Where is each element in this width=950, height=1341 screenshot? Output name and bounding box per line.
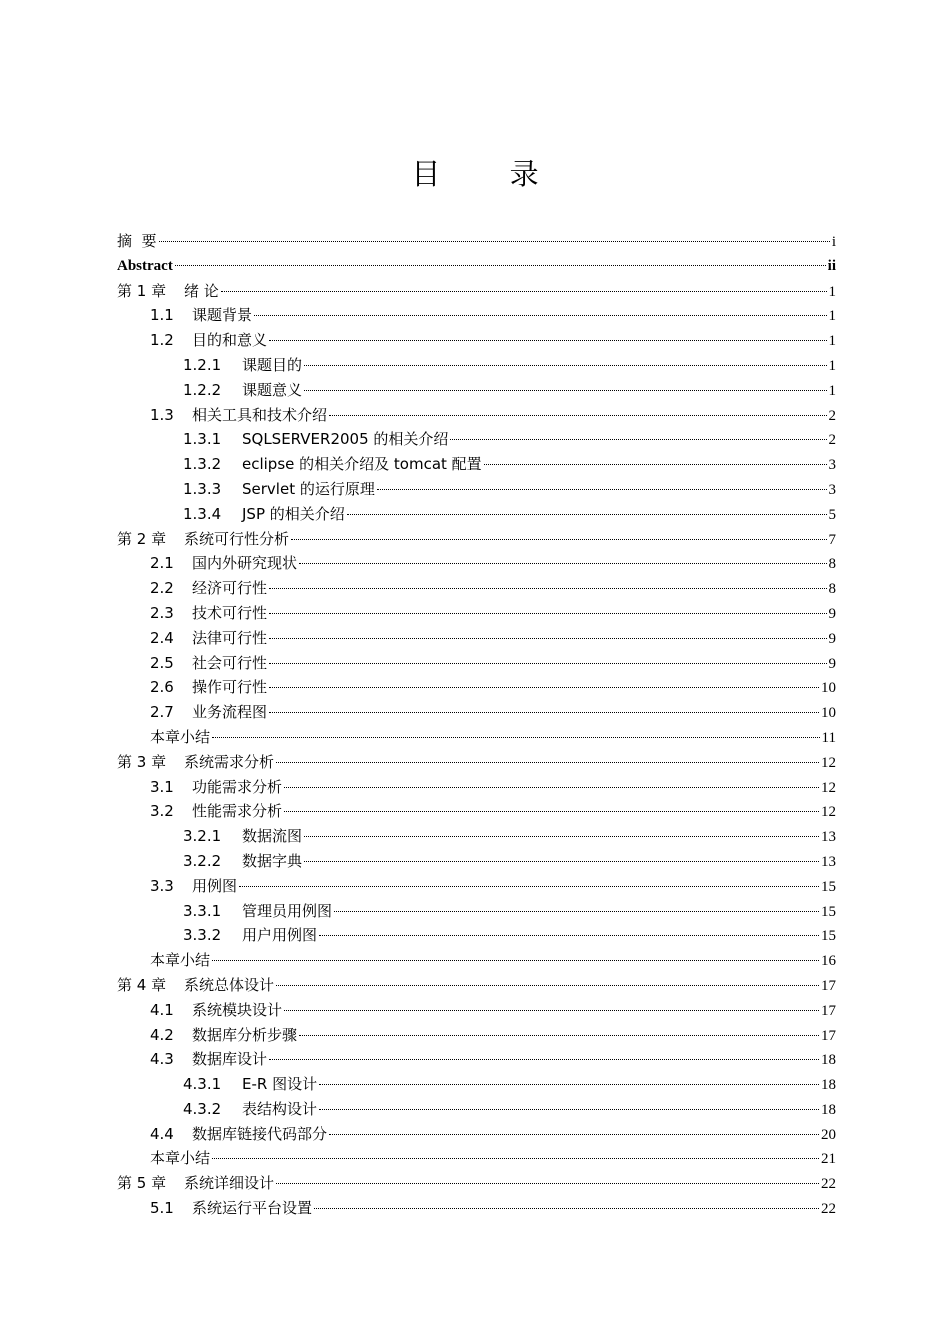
toc-entry[interactable] [117, 502, 836, 527]
toc-entry-number: Abstract [117, 257, 173, 274]
toc-entry-title: E-R 图设计 [242, 1075, 318, 1094]
toc-page-number: i [831, 234, 836, 250]
toc-entry[interactable] [117, 1146, 836, 1171]
toc-page-number: 17 [821, 1027, 836, 1044]
toc-entry-title: 技术可行性 [192, 603, 268, 622]
toc-dot-leader [276, 985, 819, 986]
toc-dot-leader [269, 663, 826, 664]
toc-entry-title: 表结构设计 [242, 1099, 318, 1118]
toc-entry-number: 2.1 [150, 554, 174, 573]
toc-page-number: 11 [821, 729, 836, 746]
toc-entry-number: 摘 要 [117, 232, 157, 250]
toc-entry[interactable] [117, 353, 836, 378]
toc-entry[interactable] [117, 799, 836, 824]
toc-dot-leader [319, 1084, 819, 1085]
toc-page-number: 9 [828, 630, 836, 647]
toc-entry-number: 本章小结 [150, 951, 211, 970]
toc-dot-leader [377, 489, 827, 490]
toc-entry-number: 2.2 [150, 579, 174, 598]
toc-list [117, 229, 836, 1221]
toc-entry[interactable] [117, 378, 836, 403]
toc-dot-leader [304, 365, 826, 366]
toc-page-number: 3 [828, 481, 836, 498]
toc-entry[interactable] [117, 1196, 836, 1221]
toc-entry-number: 1.3.3 [183, 479, 222, 498]
toc-entry[interactable] [117, 254, 836, 279]
toc-entry[interactable] [117, 849, 836, 874]
toc-entry[interactable] [117, 527, 836, 552]
toc-entry-title: 课题意义 [242, 380, 303, 399]
toc-page-number: 18 [821, 1077, 836, 1094]
toc-entry[interactable] [117, 229, 836, 254]
toc-entry-number: 2.3 [150, 603, 174, 622]
toc-entry[interactable] [117, 1047, 836, 1072]
toc-dot-leader [221, 291, 827, 292]
toc-page-number: 12 [821, 754, 836, 771]
toc-dot-leader [212, 960, 819, 961]
toc-entry-number: 1.3.2 [183, 455, 222, 474]
toc-entry-title: 系统需求分析 [184, 752, 275, 771]
toc-entry-number: 3.2 [150, 802, 174, 821]
toc-entry[interactable] [117, 824, 836, 849]
toc-entry-title: 相关工具和技术介绍 [192, 405, 328, 424]
toc-page-number: 12 [821, 804, 836, 821]
toc-entry[interactable] [117, 303, 836, 328]
toc-entry-number: 3.2.2 [183, 851, 222, 870]
toc-entry-number: 4.1 [150, 1000, 174, 1019]
toc-dot-leader [269, 687, 819, 688]
toc-page-number: 16 [821, 953, 836, 970]
toc-entry[interactable] [117, 874, 836, 899]
toc-dot-leader [329, 1134, 819, 1135]
toc-entry-title: 系统详细设计 [184, 1174, 275, 1193]
toc-dot-leader [269, 638, 826, 639]
toc-entry-number: 3.1 [150, 777, 174, 796]
toc-entry[interactable] [117, 279, 836, 304]
toc-dot-leader [304, 861, 819, 862]
toc-entry-number: 1.1 [150, 306, 174, 325]
toc-entry-number: 3.2.1 [183, 827, 222, 846]
toc-page-number: 10 [821, 705, 836, 722]
toc-entry[interactable] [117, 328, 836, 353]
toc-page-number: 2 [828, 432, 836, 449]
toc-entry-number: 5.1 [150, 1199, 174, 1218]
toc-entry-title: eclipse 的相关介绍及 tomcat 配置 [242, 455, 482, 474]
toc-entry-number: 4.3.1 [183, 1075, 222, 1094]
toc-entry-number: 1.3.4 [183, 504, 222, 523]
toc-page-number: 15 [821, 878, 836, 895]
toc-entry[interactable] [117, 452, 836, 477]
toc-page-number: 1 [828, 308, 836, 325]
toc-dot-leader [269, 588, 826, 589]
toc-entry-title: Servlet 的运行原理 [242, 479, 375, 498]
toc-entry[interactable] [117, 1023, 836, 1048]
toc-dot-leader [284, 787, 819, 788]
toc-dot-leader [212, 1158, 819, 1159]
toc-dot-leader [334, 911, 819, 912]
toc-entry-title: 课题背景 [192, 306, 253, 325]
toc-entry[interactable] [117, 998, 836, 1023]
toc-page-number: 21 [821, 1151, 836, 1168]
toc-entry-title: 系统模块设计 [192, 1000, 283, 1019]
toc-entry-title: 法律可行性 [192, 628, 268, 647]
toc-entry-number: 第 5 章 [117, 1174, 167, 1193]
toc-entry[interactable] [117, 1097, 836, 1122]
toc-page-number: 10 [821, 680, 836, 697]
toc-entry[interactable] [117, 601, 836, 626]
toc-dot-leader [304, 390, 826, 391]
toc-dot-leader [276, 762, 819, 763]
toc-page-number: 1 [828, 357, 836, 374]
toc-entry-number: 第 2 章 [117, 529, 167, 548]
toc-page-number: 3 [828, 457, 836, 474]
toc-dot-leader [347, 514, 827, 515]
toc-dot-leader [299, 1035, 819, 1036]
toc-entry-title: 绪 论 [184, 281, 219, 300]
toc-entry-number: 1.3.1 [183, 430, 222, 449]
toc-entry[interactable] [117, 626, 836, 651]
toc-entry-number: 2.7 [150, 703, 174, 722]
toc-page-number: 18 [821, 1052, 836, 1069]
toc-dot-leader [212, 737, 820, 738]
toc-page-number: 2 [828, 407, 836, 424]
toc-entry-number: 4.4 [150, 1124, 174, 1143]
toc-entry-number: 2.6 [150, 678, 174, 697]
toc-entry-title: 用户用例图 [242, 926, 318, 945]
toc-dot-leader [269, 712, 819, 713]
toc-entry-number: 3.3 [150, 876, 174, 895]
toc-entry[interactable] [117, 700, 836, 725]
toc-dot-leader [254, 315, 826, 316]
toc-page-number: 20 [821, 1126, 836, 1143]
toc-page-number: 8 [828, 581, 836, 598]
toc-entry[interactable] [117, 651, 836, 676]
toc-entry-number: 本章小结 [150, 727, 211, 746]
toc-dot-leader [239, 886, 819, 887]
toc-dot-leader [284, 811, 819, 812]
toc-title: 目 录 [411, 157, 569, 191]
toc-entry-title: 用例图 [192, 876, 238, 895]
toc-entry[interactable] [117, 899, 836, 924]
toc-page-number: 7 [828, 531, 836, 548]
toc-entry-title: 管理员用例图 [242, 901, 333, 920]
toc-entry-number: 第 3 章 [117, 752, 167, 771]
toc-entry-number: 本章小结 [150, 1149, 211, 1168]
toc-entry-number: 1.2.1 [183, 355, 222, 374]
toc-page-number: 9 [828, 605, 836, 622]
toc-page-number: 17 [821, 1002, 836, 1019]
toc-entry-number: 4.3.2 [183, 1099, 222, 1118]
toc-entry-title: 系统运行平台设置 [192, 1199, 313, 1218]
toc-entry[interactable] [117, 551, 836, 576]
toc-page-number: 13 [821, 853, 836, 870]
toc-page-number: 22 [821, 1201, 836, 1218]
toc-entry[interactable] [117, 427, 836, 452]
toc-dot-leader [291, 539, 826, 540]
toc-entry-title: 国内外研究现状 [192, 554, 298, 573]
toc-entry[interactable] [117, 675, 836, 700]
toc-dot-leader [276, 1183, 819, 1184]
toc-dot-leader [269, 613, 826, 614]
toc-entry-title: 系统总体设计 [184, 975, 275, 994]
toc-entry-number: 3.3.1 [183, 901, 222, 920]
toc-entry-title: 性能需求分析 [192, 802, 283, 821]
toc-entry[interactable] [117, 1171, 836, 1196]
toc-page-number: 18 [821, 1101, 836, 1118]
toc-entry-title: 数据库链接代码部分 [192, 1124, 328, 1143]
toc-entry-number: 4.2 [150, 1025, 174, 1044]
toc-page-number: 8 [828, 556, 836, 573]
toc-dot-leader [304, 836, 819, 837]
toc-entry[interactable] [117, 477, 836, 502]
toc-entry-number: 第 1 章 [117, 281, 167, 300]
toc-entry-title: 课题目的 [242, 355, 303, 374]
toc-page-number: 12 [821, 779, 836, 796]
toc-entry-title: 经济可行性 [192, 579, 268, 598]
toc-dot-leader [269, 1059, 819, 1060]
toc-page-number: 22 [821, 1176, 836, 1193]
toc-entry-number: 2.5 [150, 653, 174, 672]
toc-entry[interactable] [117, 1072, 836, 1097]
toc-dot-leader [175, 265, 826, 266]
toc-page-number: 9 [828, 655, 836, 672]
toc-dot-leader [159, 241, 830, 242]
toc-entry-number: 1.2.2 [183, 380, 222, 399]
toc-entry[interactable] [117, 775, 836, 800]
toc-entry-title: 系统可行性分析 [184, 529, 290, 548]
toc-page-number: 15 [821, 903, 836, 920]
toc-entry-title: 数据流图 [242, 827, 303, 846]
toc-entry-number: 4.3 [150, 1050, 174, 1069]
toc-page-number: 1 [828, 382, 836, 399]
toc-entry-title: 功能需求分析 [192, 777, 283, 796]
toc-entry-title: JSP 的相关介绍 [242, 504, 345, 523]
toc-dot-leader [299, 563, 826, 564]
toc-entry-title: 目的和意义 [192, 331, 268, 350]
toc-entry-title: SQLSERVER2005 的相关介绍 [242, 430, 449, 449]
toc-page-number: ii [827, 257, 836, 274]
toc-dot-leader [450, 439, 826, 440]
toc-dot-leader [269, 340, 826, 341]
toc-page-number: 15 [821, 928, 836, 945]
toc-page-number: 1 [828, 283, 836, 300]
toc-entry-number: 2.4 [150, 628, 174, 647]
toc-dot-leader [284, 1010, 819, 1011]
toc-entry[interactable] [117, 576, 836, 601]
toc-entry-title: 数据库分析步骤 [192, 1025, 298, 1044]
toc-entry-number: 3.3.2 [183, 926, 222, 945]
toc-dot-leader [314, 1208, 819, 1209]
toc-entry[interactable] [117, 403, 836, 428]
toc-entry-number: 第 4 章 [117, 975, 167, 994]
toc-dot-leader [319, 935, 819, 936]
toc-page-number: 1 [828, 333, 836, 350]
toc-dot-leader [329, 415, 826, 416]
toc-entry-number: 1.3 [150, 405, 174, 424]
toc-entry-title: 操作可行性 [192, 678, 268, 697]
toc-entry[interactable] [117, 973, 836, 998]
toc-entry[interactable] [117, 725, 836, 750]
toc-entry-title: 数据库设计 [192, 1050, 268, 1069]
toc-entry[interactable] [117, 923, 836, 948]
toc-entry-title: 数据字典 [242, 851, 303, 870]
toc-page-number: 13 [821, 829, 836, 846]
toc-entry[interactable] [117, 750, 836, 775]
toc-entry-title: 社会可行性 [192, 653, 268, 672]
toc-dot-leader [484, 464, 827, 465]
toc-page-number: 5 [828, 506, 836, 523]
toc-page-number: 17 [821, 977, 836, 994]
toc-entry-title: 业务流程图 [192, 703, 268, 722]
toc-dot-leader [319, 1109, 819, 1110]
toc-entry[interactable] [117, 1122, 836, 1147]
toc-entry-number: 1.2 [150, 331, 174, 350]
toc-entry[interactable] [117, 948, 836, 973]
